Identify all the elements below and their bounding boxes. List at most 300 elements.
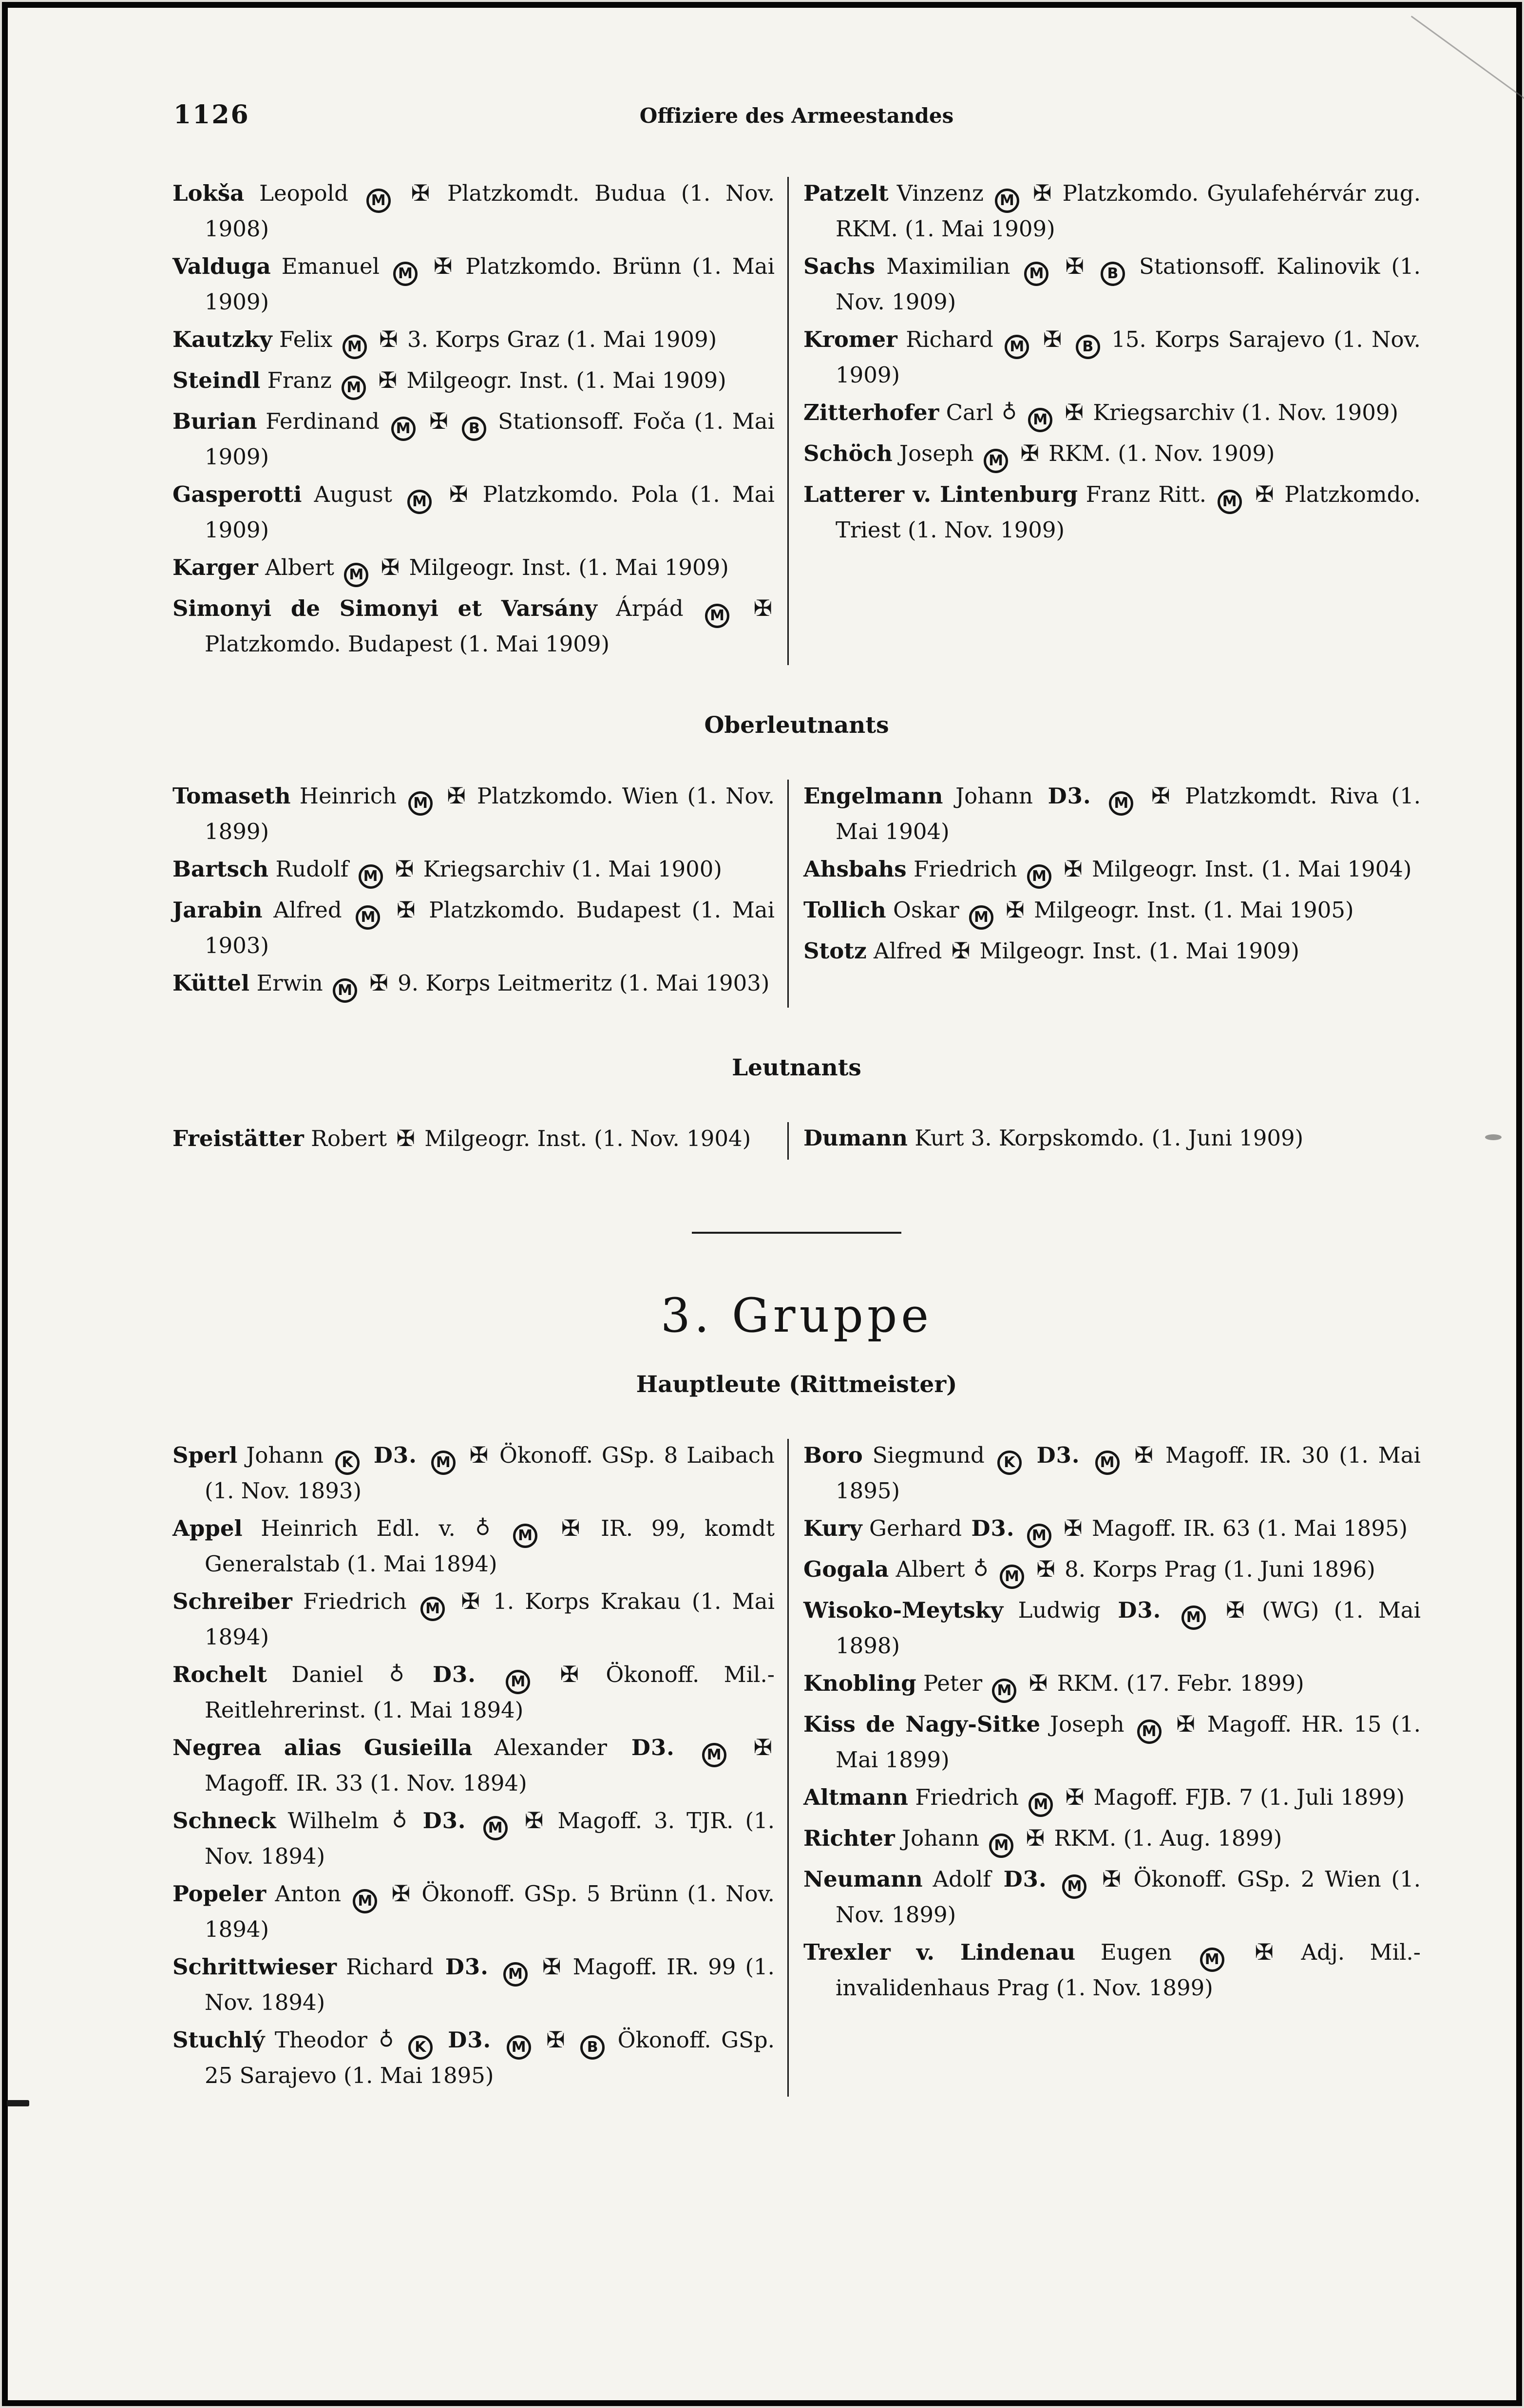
entry-text	[1032, 326, 1040, 352]
medal-m-icon: M	[366, 189, 391, 213]
entry-text: Platzkomdo. Brünn (1. Mai 1909)	[205, 253, 775, 315]
medal-m-icon: M	[343, 335, 367, 359]
entry-text: (WG) (1. Mai 1898)	[836, 1597, 1421, 1659]
entry-text	[362, 1442, 371, 1468]
left-column	[172, 1122, 775, 1160]
entry-text: Vinzenz	[888, 180, 992, 206]
medal-m-icon: M	[391, 417, 416, 441]
entry-text: Heinrich	[290, 783, 406, 809]
war-cross-icon: ✠	[1255, 481, 1274, 507]
entry-text	[1018, 400, 1025, 425]
war-cross-icon: ✠	[753, 595, 773, 621]
officer-name: Rochelt	[172, 1662, 267, 1687]
medal-m-icon: M	[483, 1816, 508, 1840]
entry-text: Emanuel	[270, 253, 390, 279]
war-cross-icon: ✠	[560, 1661, 579, 1687]
entry-text	[1054, 856, 1061, 882]
entry-text: Platzkomdo. Pola (1. Mai 1909)	[205, 481, 775, 543]
medal-m-icon: M	[992, 1679, 1016, 1703]
officer-entry	[803, 935, 1421, 967]
entry-text	[451, 408, 459, 434]
entry-text: Milgeogr. Inst. (1. Mai 1904)	[1085, 856, 1412, 882]
war-cross-icon: ✠	[1020, 440, 1039, 466]
entry-text: Stationsoff. Foča (1. Mai 1909)	[205, 408, 775, 470]
medal-m-icon: M	[513, 1524, 537, 1548]
service-badge-d3: D3.	[1003, 1866, 1047, 1892]
officer-name: Latterer v. Lintenburg	[803, 481, 1078, 507]
medal-m-icon: M	[408, 791, 433, 816]
war-cross-icon: ✠	[1226, 1597, 1245, 1623]
officer-entry	[803, 1553, 1421, 1589]
officer-name: Karger	[172, 554, 258, 580]
entry-text: Heinrich Edl. v.	[242, 1515, 474, 1541]
officer-name: Tomaseth	[172, 783, 291, 809]
officer-entry	[172, 478, 775, 546]
entry-text: Adj. Mil.-invalidenhaus Prag (1. Nov. 1899)	[836, 1939, 1421, 2001]
entry-text: Carl	[939, 400, 1001, 425]
medal-m-icon: M	[503, 1962, 528, 1987]
entry-text: Albert	[889, 1556, 972, 1582]
medal-m-icon: M	[989, 1834, 1013, 1858]
crown-orb-icon: ♁	[475, 1516, 491, 1540]
officer-entry	[172, 551, 775, 587]
entry-text: Daniel	[267, 1662, 388, 1687]
officer-name: Kautzky	[172, 326, 272, 352]
entry-text	[360, 970, 367, 996]
officer-entry	[172, 1950, 775, 2019]
entry-text: Alexander	[472, 1735, 629, 1760]
entry-text: Magoff. IR. 33 (1. Nov. 1894)	[205, 1770, 527, 1796]
officer-entry	[803, 1439, 1421, 1507]
entry-text: Magoff. IR. 99 (1. Nov. 1894)	[205, 1954, 775, 2015]
officer-name: Freistätter	[172, 1126, 304, 1151]
entry-text: Ökonoff. GSp. 25 Sarajevo (1. Mai 1895)	[205, 2027, 775, 2088]
war-cross-icon: ✠	[542, 1953, 561, 1980]
entry-text	[380, 1881, 389, 1907]
crown-orb-icon: ♁	[392, 1808, 407, 1832]
officer-entry	[172, 1512, 775, 1580]
medal-m-icon: M	[344, 563, 368, 587]
medal-m-icon: M	[1181, 1605, 1206, 1630]
entry-text: 3. Korps Graz (1. Mai 1909)	[400, 326, 717, 352]
left-column	[172, 780, 775, 1008]
medal-k-icon: K	[335, 1451, 360, 1475]
war-cross-icon: ✠	[1065, 253, 1084, 279]
entry-text	[383, 897, 394, 923]
entry-text: Platzkomdo. Triest (1. Nov. 1909)	[836, 481, 1421, 543]
entry-text	[394, 180, 409, 206]
entry-text: Franz Ritt.	[1078, 481, 1215, 507]
entry-text: Johann	[943, 783, 1046, 809]
officer-entry	[803, 1667, 1421, 1703]
group-heading: 3. Gruppe	[660, 1288, 933, 1343]
service-badge-d3: D3.	[631, 1735, 675, 1760]
officer-name: Kiss de Nagy-Sitke	[803, 1711, 1041, 1737]
medal-m-icon: M	[1062, 1874, 1086, 1899]
war-cross-icon: ✠	[449, 481, 468, 507]
entry-text: Theodor	[265, 2027, 378, 2053]
entry-text	[370, 326, 377, 352]
medal-m-icon: M	[1029, 1793, 1053, 1817]
officer-name: Trexler v. Lindenau	[803, 1939, 1076, 1965]
entry-text: Kurt 3. Korpskomdo. (1. Juni 1909)	[907, 1125, 1304, 1151]
medal-m-icon: M	[407, 490, 432, 514]
entry-text	[1209, 1597, 1223, 1623]
service-badge-d3: D3.	[971, 1515, 1015, 1541]
war-cross-icon: ✠	[1043, 326, 1062, 352]
officer-name: Simonyi de Simonyi et Varsány	[172, 595, 597, 621]
entry-text: Erwin	[249, 970, 330, 996]
entry-text	[478, 1662, 503, 1687]
officer-entry	[172, 1731, 775, 1799]
officer-entry	[172, 323, 775, 359]
scan-artifact	[1411, 16, 1524, 103]
medal-m-icon: M	[1027, 1524, 1051, 1548]
entry-text	[1123, 1442, 1132, 1468]
section-heading-hauptleute: Hauptleute (Rittmeister)	[636, 1371, 957, 1398]
war-cross-icon: ✠	[1255, 1939, 1274, 1965]
officer-name: Kromer	[803, 326, 897, 352]
medal-m-icon: M	[420, 1597, 445, 1621]
entry-text	[1051, 253, 1063, 279]
entry-text	[492, 1515, 510, 1541]
officer-entry	[172, 592, 775, 660]
service-badge-d3: D3.	[1036, 1442, 1080, 1468]
officer-name: Küttel	[172, 970, 250, 996]
medal-m-icon: M	[1218, 490, 1242, 514]
section-heading-leutnants: Leutnants	[732, 1054, 861, 1081]
officer-entry	[172, 250, 775, 318]
entry-text	[1164, 1711, 1174, 1737]
officer-name: Sachs	[803, 253, 876, 279]
entry-text	[531, 1954, 540, 1980]
war-cross-icon: ✠	[1036, 1556, 1055, 1582]
officer-entry	[803, 1822, 1421, 1858]
war-cross-icon: ✠	[546, 2026, 565, 2053]
war-cross-icon: ✠	[1029, 1670, 1048, 1696]
entry-text	[677, 1735, 699, 1760]
entry-text	[511, 1808, 522, 1834]
service-badge-d3: D3.	[448, 2027, 492, 2053]
medal-m-icon: M	[507, 2035, 531, 2060]
entry-text: Friedrich	[292, 1588, 418, 1614]
entry-text: 9. Korps Leitmeritz (1. Mai 1903)	[390, 970, 770, 996]
war-cross-icon: ✠	[369, 970, 388, 996]
entry-text	[1025, 1442, 1034, 1468]
officer-entry	[172, 1658, 775, 1726]
entry-text	[406, 1662, 430, 1687]
right-column	[803, 177, 1421, 665]
entry-text: Franz	[260, 367, 339, 393]
war-cross-icon: ✠	[753, 1734, 772, 1760]
entry-text: Johann	[895, 1825, 987, 1851]
war-cross-icon: ✠	[1176, 1711, 1195, 1737]
entry-text: August	[302, 481, 404, 507]
entry-text: Platzkomdt. Riva (1. Mai 1904)	[836, 783, 1421, 844]
war-cross-icon: ✠	[381, 554, 400, 580]
officer-entry	[803, 1936, 1421, 2004]
left-column	[172, 177, 775, 665]
war-cross-icon: ✠	[461, 1588, 480, 1614]
entry-text	[1245, 481, 1253, 507]
entry-text: RKM. (1. Nov. 1909)	[1041, 440, 1275, 466]
entry-text: Eugen	[1075, 1939, 1197, 1965]
entry-text	[996, 897, 1003, 923]
section-hauptleute-entries	[172, 1439, 1421, 2097]
entry-text: Platzkomdt. Budua (1. Nov. 1908)	[205, 180, 775, 242]
entry-text	[990, 1556, 997, 1582]
medal-b-icon: B	[1076, 335, 1100, 359]
entry-text	[1022, 180, 1030, 206]
war-cross-icon: ✠	[378, 367, 398, 393]
medal-m-icon: M	[984, 449, 1008, 473]
entry-text	[1055, 400, 1062, 425]
war-cross-icon: ✠	[1065, 1784, 1085, 1810]
entry-text	[1056, 1784, 1063, 1810]
officer-entry	[803, 437, 1421, 473]
entry-text: Oskar	[886, 897, 966, 923]
entry-text: Milgeogr. Inst. (1. Mai 1909)	[972, 938, 1299, 964]
officer-entry	[803, 323, 1421, 391]
medal-k-icon: K	[408, 2035, 433, 2060]
service-badge-d3: D3.	[422, 1808, 466, 1834]
column-divider	[787, 1439, 789, 2097]
officer-entry	[803, 853, 1421, 889]
war-cross-icon: ✠	[1134, 1442, 1153, 1468]
entry-text: Magoff. 3. TJR. (1. Nov. 1894)	[205, 1808, 775, 1869]
medal-b-icon: B	[580, 2035, 605, 2060]
war-cross-icon: ✠	[1102, 1866, 1121, 1892]
entry-text: Peter	[916, 1670, 990, 1696]
section-oberleutnants-entries	[172, 780, 1421, 1008]
entry-text: Milgeogr. Inst. (1. Mai 1905)	[1027, 897, 1354, 923]
crown-orb-icon: ♁	[1002, 400, 1017, 424]
officer-entry	[803, 177, 1421, 245]
entry-text: Friedrich	[906, 856, 1024, 882]
entry-text	[458, 1442, 467, 1468]
entry-text: Friedrich	[908, 1784, 1026, 1810]
page-header	[172, 100, 1421, 138]
entry-text: Ferdinand	[257, 408, 388, 434]
right-column	[803, 1122, 1421, 1160]
entry-text: Joseph	[892, 440, 981, 466]
officer-entry	[803, 1594, 1421, 1662]
entry-text: Magoff. FJB. 7 (1. Juli 1899)	[1086, 1784, 1405, 1810]
entry-text: Ludwig	[1003, 1597, 1116, 1623]
entry-text: Kriegsarchiv (1. Mai 1900)	[416, 856, 722, 882]
entry-text	[1227, 1939, 1253, 1965]
war-cross-icon: ✠	[1065, 399, 1084, 425]
officer-name: Negrea alias Gusieilla	[172, 1735, 473, 1760]
medal-m-icon: M	[1024, 262, 1048, 286]
officer-name: Dumann	[803, 1125, 908, 1151]
officer-name: Stotz	[803, 938, 867, 964]
officer-name: Schneck	[172, 1808, 276, 1834]
officer-name: Valduga	[172, 253, 271, 279]
entry-text: RKM. (17. Febr. 1899)	[1050, 1670, 1304, 1696]
entry-text: Magoff. IR. 30 (1. Mai 1895)	[836, 1442, 1421, 1504]
war-cross-icon: ✠	[411, 180, 430, 206]
war-cross-icon: ✠	[951, 937, 971, 964]
officer-entry	[172, 405, 775, 473]
section-leutnants-entries	[172, 1122, 1421, 1160]
officer-entry	[803, 1781, 1421, 1817]
officer-entry	[803, 250, 1421, 318]
war-cross-icon: ✠	[395, 856, 414, 882]
entry-text	[491, 1954, 500, 1980]
column-divider	[787, 780, 789, 1008]
entry-text	[386, 856, 393, 882]
entry-text: Felix	[272, 326, 340, 352]
service-badge-d3: D3.	[445, 1954, 489, 1980]
officer-name: Patzelt	[803, 180, 889, 206]
entry-text: Platzkomdo. Gyulafehérvár zug. RKM. (1. Mai 1909)	[836, 180, 1421, 242]
entry-text: Leopold	[244, 180, 363, 206]
entry-text: Joseph	[1040, 1711, 1134, 1737]
service-badge-d3: D3.	[373, 1442, 417, 1468]
entry-text	[1016, 1825, 1023, 1851]
entry-text: Adolf	[922, 1866, 1001, 1892]
page-number: 1126	[173, 100, 250, 130]
entry-text	[1054, 1515, 1061, 1541]
officer-name: Schreiber	[172, 1588, 292, 1614]
officer-name: Popeler	[172, 1881, 267, 1907]
officer-entry	[172, 177, 775, 245]
war-cross-icon: ✠	[429, 408, 448, 434]
scan-artifact	[1485, 1134, 1502, 1140]
entry-text: Milgeogr. Inst. (1. Mai 1909)	[402, 554, 729, 580]
officer-entry	[172, 853, 775, 889]
war-cross-icon: ✠	[1064, 1515, 1083, 1541]
entry-text: Wilhelm	[276, 1808, 391, 1834]
section-continued-entries	[172, 177, 1421, 665]
entry-text	[534, 2027, 544, 2053]
entry-text	[1083, 1442, 1092, 1468]
medal-m-icon: M	[393, 262, 418, 286]
war-cross-icon: ✠	[379, 326, 398, 352]
entry-text	[469, 1808, 480, 1834]
entry-text	[395, 2027, 405, 2053]
medal-m-icon: M	[1200, 1948, 1224, 1972]
entry-text	[1094, 783, 1106, 809]
officer-entry	[803, 1122, 1421, 1154]
medal-m-icon: M	[702, 1743, 726, 1767]
medal-m-icon: M	[1028, 408, 1052, 432]
war-cross-icon: ✠	[391, 1880, 411, 1907]
entry-text: Ökonoff. GSp. 5 Brünn (1. Nov. 1894)	[205, 1881, 775, 1942]
entry-text: Gerhard	[862, 1515, 969, 1541]
medal-m-icon: M	[359, 864, 383, 889]
war-cross-icon: ✠	[1032, 180, 1052, 206]
medal-m-icon: M	[1095, 1451, 1120, 1475]
medal-m-icon: M	[1027, 864, 1051, 889]
entry-text	[436, 2027, 445, 2053]
entry-text: Magoff. IR. 63 (1. Mai 1895)	[1085, 1515, 1408, 1541]
officer-entry	[803, 1512, 1421, 1548]
left-column	[172, 1439, 775, 2097]
entry-text	[533, 1662, 557, 1687]
service-badge-d3: D3.	[1048, 783, 1091, 809]
medal-m-icon: M	[356, 905, 380, 930]
medal-b-icon: B	[462, 417, 486, 441]
section-heading-oberleutnants: Oberleutnants	[704, 712, 889, 739]
officer-entry	[172, 1877, 775, 1946]
entry-text	[1017, 1515, 1024, 1541]
entry-text: 15. Korps Sarajevo (1. Nov. 1909)	[836, 326, 1421, 388]
officer-name: Stuchlý	[172, 2027, 265, 2053]
entry-text	[729, 1735, 751, 1760]
entry-text: Alfred	[262, 897, 353, 923]
medal-m-icon: M	[506, 1670, 530, 1694]
entry-text	[1011, 440, 1018, 466]
officer-name: Schrittwieser	[172, 1954, 337, 1980]
entry-text: Maximilian	[875, 253, 1022, 279]
medal-b-icon: B	[1101, 262, 1125, 286]
entry-text: Platzkomdo. Wien (1. Nov. 1899)	[205, 783, 775, 844]
officer-name: Jarabin	[172, 897, 263, 923]
officer-name: Tollich	[803, 897, 886, 923]
entry-text: Árpád	[597, 595, 703, 621]
war-cross-icon: ✠	[1064, 856, 1083, 882]
entry-text	[1163, 1597, 1178, 1623]
officer-entry	[172, 364, 775, 400]
entry-text: 1. Korps Krakau (1. Mai 1894)	[205, 1588, 775, 1650]
medal-m-icon: M	[431, 1451, 456, 1475]
officer-entry	[803, 478, 1421, 546]
war-cross-icon: ✠	[1026, 1825, 1045, 1851]
officer-entry	[172, 967, 775, 1003]
entry-text: Albert	[258, 554, 342, 580]
officer-name: Steindl	[172, 367, 261, 393]
entry-text	[1086, 253, 1098, 279]
entry-text: Siegmund	[862, 1442, 994, 1468]
entry-text: Richard	[897, 326, 1002, 352]
war-cross-icon: ✠	[397, 897, 416, 923]
medal-m-icon: M	[995, 189, 1019, 213]
officer-entry	[803, 780, 1421, 848]
officer-name: Engelmann	[803, 783, 943, 809]
entry-text: Richard	[337, 1954, 443, 1980]
entry-text: Robert	[304, 1126, 394, 1151]
service-badge-d3: D3.	[1118, 1597, 1162, 1623]
officer-entry	[803, 1708, 1421, 1776]
entry-text: Johann	[237, 1442, 333, 1468]
entry-text	[1064, 326, 1072, 352]
war-cross-icon: ✠	[396, 1125, 415, 1151]
entry-text: Alfred	[866, 938, 949, 964]
war-cross-icon: ✠	[1006, 897, 1025, 923]
war-cross-icon: ✠	[524, 1807, 544, 1834]
officer-name: Bartsch	[172, 856, 269, 882]
medal-m-icon: M	[1109, 791, 1133, 816]
entry-text: RKM. (1. Aug. 1899)	[1047, 1825, 1282, 1851]
entry-text: Ökonoff. GSp. 2 Wien (1. Nov. 1899)	[836, 1866, 1421, 1928]
war-cross-icon: ✠	[469, 1442, 489, 1468]
medal-m-icon: M	[1137, 1720, 1162, 1744]
entry-text: Rudolf	[268, 856, 356, 882]
medal-m-icon: M	[1005, 335, 1029, 359]
entry-text: Magoff. HR. 15 (1. Mai 1899)	[836, 1711, 1421, 1773]
medal-m-icon: M	[1000, 1565, 1024, 1589]
officer-entry	[172, 894, 775, 962]
officer-name: Neumann	[803, 1866, 923, 1892]
crown-orb-icon: ♁	[389, 1662, 404, 1686]
crown-orb-icon: ♁	[379, 2027, 394, 2051]
entry-text: Milgeogr. Inst. (1. Nov. 1904)	[417, 1126, 751, 1151]
entry-text	[419, 408, 427, 434]
entry-text: Ökonoff. Mil.-Reitlehrerinst. (1. Mai 1894)	[205, 1662, 775, 1723]
entry-text	[1049, 1866, 1060, 1892]
